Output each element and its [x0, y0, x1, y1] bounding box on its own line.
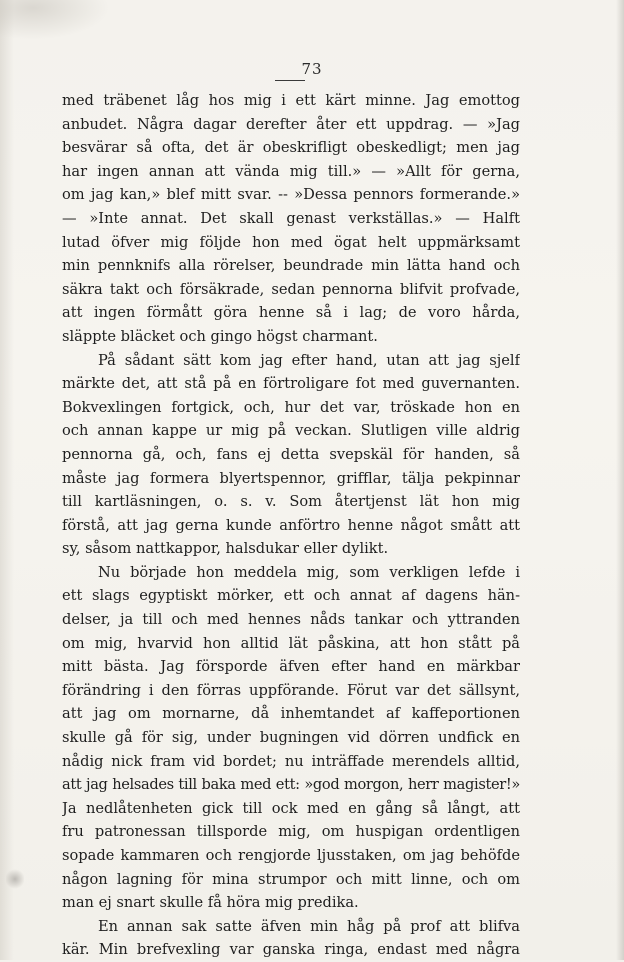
body-text [62, 89, 520, 962]
page-number-underline [275, 80, 305, 81]
text-line: till kartläsningen, o. s. v. Som återtjenst lät hon mig [62, 493, 520, 511]
text-line: lutad öfver mig följde hon med ögat helt uppmärksamt [62, 233, 520, 251]
text-line: mitt bästa. Jag försporde äfven efter hand en märkbar [62, 658, 520, 676]
text-line: min pennknifs alla rörelser, beundrade min lätta hand och [62, 257, 520, 275]
text-line: med träbenet låg hos mig i ett kärt minne. Jag emottog [62, 92, 520, 109]
text-line: fru patronessan tillsporde mig, om huspigan ordentligen [62, 823, 520, 841]
page-number: 73 [301, 60, 323, 78]
text-line: att jag om mornarne, då inhemtandet af kaffeportionen [62, 705, 520, 723]
text-line: säkra takt och försäkrade, sedan pennorna blifvit profvade, [62, 280, 520, 298]
page-edge-shadow [0, 0, 14, 960]
text-line: sy, såsom nattkappor, halsdukar eller dylikt. [62, 540, 389, 558]
text-line: och annan kappe ur mig på veckan. Slutligen ville aldrig [62, 422, 520, 440]
text-line: — »Inte annat. Det skall genast verkställas.» — Halft [62, 209, 520, 227]
text-line: förändring i den förras uppförande. Förut var det sällsynt, [62, 681, 520, 699]
text-line: nådig nick fram vid bordet; nu inträffade merendels alltid, [62, 752, 520, 770]
text-line: Bokvexlingen fortgick, och, hur det var, tröskade hon en [62, 398, 520, 416]
text-line: någon lagning för mina strumpor och mitt linne, och om [62, 870, 520, 888]
text-line: att ingen förmått göra henne så i lag; de voro hårda, [62, 304, 520, 322]
text-line: att jag helsades till baka med ett: »god morgon, herr magister!» [62, 776, 520, 794]
text-line: släppte bläcket och gingo högst charmant. [62, 327, 378, 345]
text-line: besvärar så ofta, det är obeskrifligt obeskedligt; men jag [62, 139, 520, 157]
paper-stain [0, 0, 110, 40]
text-line: delser, ja till och med hennes nåds tankar och yttranden [62, 611, 520, 629]
text-line: om jag kan,» blef mitt svar. -- »Dessa pennors formerande.» [62, 186, 520, 204]
text-line: skulle gå för sig, under bugningen vid dörren undfick en [62, 729, 520, 747]
text-line: märkte det, att stå på en förtroligare fot med guvernanten. [62, 375, 520, 393]
page-edge-right [616, 0, 624, 960]
text-line: Ja nedlåtenheten gick till ock med en gång så långt, att [62, 799, 520, 817]
text-line: ett slags egyptiskt mörker, ett och annat af dagens hän- [62, 587, 520, 605]
text-line: pennorna gå, och, fans ej detta svepskäl för handen, så [62, 445, 520, 463]
ink-smudge [6, 868, 24, 890]
text-line: måste jag formera blyertspennor, grifflar, tälja pekpinnar [62, 469, 520, 487]
text-line: sopade kammaren och rengjorde ljusstaken, om jag behöfde [62, 847, 520, 864]
text-line: En annan sak satte äfven min håg på prof att blifva [98, 917, 520, 935]
text-line: Nu började hon meddela mig, som verkligen lefde i [98, 563, 520, 581]
text-line: kär. Min brefvexling var ganska ringa, endast med några [62, 941, 520, 959]
text-line: om mig, hvarvid hon alltid lät påskina, att hon stått på [62, 634, 520, 652]
text-line: anbudet. Några dagar derefter åter ett uppdrag. — »Jag [62, 115, 520, 133]
text-line: På sådant sätt kom jag efter hand, utan att jag sjelf [98, 351, 520, 369]
text-line: förstå, att jag gerna kunde anförtro henne något smått att [62, 516, 520, 534]
text-line: har ingen annan att vända mig till.» — »Allt för gerna, [62, 162, 520, 180]
text-line: man ej snart skulle få höra mig predika. [62, 894, 359, 912]
